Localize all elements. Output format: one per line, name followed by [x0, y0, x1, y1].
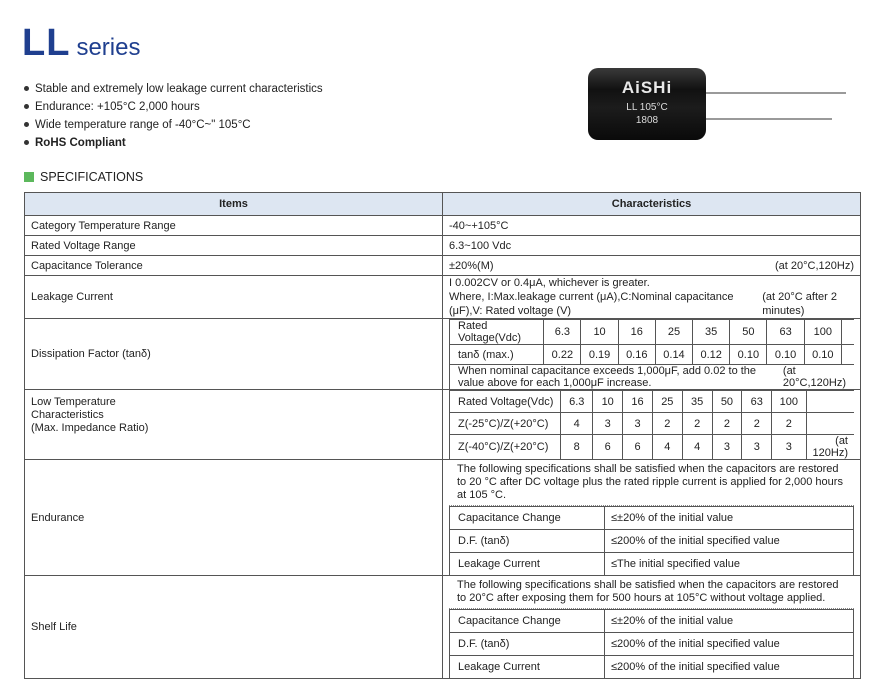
capacitor-brand: AiSHi [621, 78, 673, 97]
endurance-criteria [449, 506, 854, 575]
feature-item: Endurance: +105°C 2,000 hours [24, 98, 323, 116]
measure-note: (at 20°C,120Hz) [782, 365, 847, 389]
series-code: LL [22, 22, 71, 64]
grid-cell: 25 [652, 391, 682, 413]
table-row [25, 460, 861, 576]
grid-row-label: Z(-25°C)/Z(+20°C) [450, 413, 561, 435]
bullet-dot-icon [24, 104, 29, 109]
feature-list [24, 80, 323, 152]
impedance-grid [449, 390, 854, 459]
row-label: Capacitance Tolerance [25, 256, 443, 276]
feature-item: Stable and extremely low leakage current characteristics [24, 80, 323, 98]
criteria-value: ≤200% of the initial specified value [605, 530, 854, 553]
grid-cell: 4 [652, 435, 682, 460]
criteria-key: D.F. (tanδ) [450, 633, 605, 656]
shelf-intro: The following specifications shall be satisfied when the capacitors are restored to 20°C after exposing them for 500 hours at 105°C without voltage applied. [449, 576, 854, 609]
grid-cell: 6 [593, 435, 623, 460]
header-characteristics: Characteristics [443, 193, 861, 216]
row-value: 6.3~100 Vdc [443, 236, 861, 256]
grid-cell: 63 [767, 320, 804, 345]
grid-cell: 6.3 [544, 320, 581, 345]
grid-cell: 10 [593, 391, 623, 413]
grid-cell: 50 [730, 320, 767, 345]
grid-cell: 63 [742, 391, 772, 413]
row-value: ±20%(M) [449, 259, 494, 272]
bullet-dot-icon [24, 86, 29, 91]
dissipation-grid [449, 319, 854, 389]
grid-cell: 3 [772, 435, 806, 460]
grid-cell: 0.12 [693, 345, 730, 365]
capacitor-date-code: 1808 [635, 115, 659, 126]
series-title [22, 22, 140, 65]
grid-cell: 0.10 [730, 345, 767, 365]
grid-cell: 16 [623, 391, 653, 413]
header-items: Items [25, 193, 443, 216]
grid-cell: 3 [623, 413, 653, 435]
grid-cell: 2 [742, 413, 772, 435]
criteria-value: ≤200% of the initial specified value [605, 656, 854, 679]
spec-table [24, 192, 861, 679]
row-label: Rated Voltage Range [25, 236, 443, 256]
bullet-dot-icon [24, 122, 29, 127]
row-label: Shelf Life [25, 576, 443, 679]
row-label: (Max. Impedance Ratio) [31, 422, 149, 434]
table-row [25, 256, 861, 276]
grid-cell: 2 [652, 413, 682, 435]
grid-row-label: Rated Voltage(Vdc) [450, 320, 544, 345]
table-row [25, 236, 861, 256]
grid-cell: 100 [772, 391, 806, 413]
grid-cell: 10 [581, 320, 618, 345]
grid-cell: 3 [712, 435, 742, 460]
capacitor-lead [706, 118, 832, 120]
feature-item: Wide temperature range of -40°C~" 105°C [24, 116, 323, 134]
grid-cell: 2 [772, 413, 806, 435]
shelf-criteria [449, 609, 854, 678]
grid-cell: 2 [682, 413, 712, 435]
grid-row-label: Z(-40°C)/Z(+20°C) [450, 435, 561, 460]
row-label: Characteristics [31, 409, 104, 421]
criteria-key: Capacitance Change [450, 507, 605, 530]
row-value: -40~+105°C [443, 216, 861, 236]
grid-cell: 3 [742, 435, 772, 460]
grid-cell: 0.22 [544, 345, 581, 365]
criteria-value: ≤±20% of the initial value [605, 507, 854, 530]
grid-cell: 35 [693, 320, 730, 345]
bullet-dot-icon [24, 140, 29, 145]
capacitor-image [588, 68, 706, 140]
grid-cell: 8 [561, 435, 593, 460]
table-row [25, 576, 861, 679]
grid-cell: 35 [682, 391, 712, 413]
grid-row-label: tanδ (max.) [450, 345, 544, 365]
criteria-value: ≤±20% of the initial value [605, 610, 854, 633]
row-label: Leakage Current [25, 276, 443, 319]
criteria-key: Leakage Current [450, 553, 605, 576]
measure-note: (at 20°C,120Hz) [775, 259, 854, 272]
capacitor-lead [706, 92, 846, 94]
endurance-intro: The following specifications shall be satisfied when the capacitors are restored to 20 °C after DC voltage plus the rated ripple current is applied for 2,000 hours at 105 °C. [449, 460, 854, 506]
grid-cell: 0.16 [618, 345, 655, 365]
measure-note: (at 120Hz) [806, 435, 854, 460]
grid-cell: 0.14 [655, 345, 692, 365]
grid-cell: 0.10 [767, 345, 804, 365]
criteria-key: Leakage Current [450, 656, 605, 679]
grid-cell: 25 [655, 320, 692, 345]
green-square-icon [24, 172, 34, 182]
section-heading: SPECIFICATIONS [24, 170, 143, 184]
grid-cell: 50 [712, 391, 742, 413]
grid-cell: 3 [593, 413, 623, 435]
grid-cell: 4 [682, 435, 712, 460]
criteria-value: ≤The initial specified value [605, 553, 854, 576]
criteria-value: ≤200% of the initial specified value [605, 633, 854, 656]
criteria-key: D.F. (tanδ) [450, 530, 605, 553]
table-row [25, 276, 861, 319]
row-label: Category Temperature Range [25, 216, 443, 236]
feature-item: RoHS Compliant [24, 134, 323, 152]
capacitor-series-mark: LL 105°C [626, 102, 668, 113]
grid-cell: 0.19 [581, 345, 618, 365]
table-row [25, 319, 861, 390]
grid-cell: 4 [561, 413, 593, 435]
criteria-key: Capacitance Change [450, 610, 605, 633]
row-label: Low Temperature [31, 396, 116, 408]
table-row [25, 390, 861, 460]
row-label: Endurance [25, 460, 443, 576]
grid-cell: 2 [712, 413, 742, 435]
grid-row-label: Rated Voltage(Vdc) [450, 391, 561, 413]
grid-cell: 100 [804, 320, 841, 345]
series-word: series [76, 34, 141, 61]
leakage-definition: Where, I:Max.leakage current (μA),C:Nominal capacitance (μF),V: Rated voltage (V) [449, 291, 734, 317]
grid-cell: 6.3 [561, 391, 593, 413]
measure-note: (at 20°C after 2 minutes) [762, 291, 837, 317]
table-row [25, 216, 861, 236]
leakage-formula: I 0.002CV or 0.4μA, whichever is greater. [449, 277, 650, 289]
grid-cell: 16 [618, 320, 655, 345]
grid-cell: 0.10 [804, 345, 841, 365]
row-label: Dissipation Factor (tanδ) [25, 319, 443, 390]
dissipation-footnote: When nominal capacitance exceeds 1,000μF, add 0.02 to the value above for each 1,000μF increase. [458, 365, 757, 389]
grid-cell: 6 [623, 435, 653, 460]
